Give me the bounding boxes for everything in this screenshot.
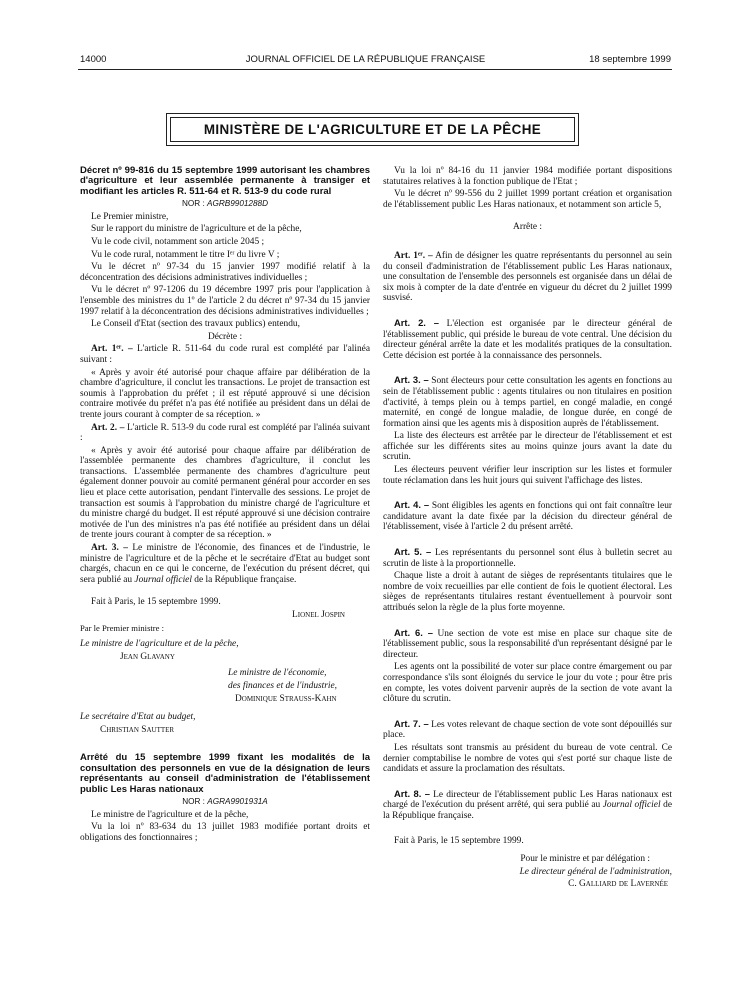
secretary-title: Le secrétaire d'Etat au budget, xyxy=(80,712,196,723)
minister-eco-title-1: Le ministre de l'économie, xyxy=(228,668,327,679)
decret-article-1-quote: « Après y avoir été autorisé pour chaque affaire par délibération de la chambre d'agriculture, il conclut les transactions. Le projet de transaction est soumis à l'approbation du préfet ; il est réputé approuvé si une décision contraire motivée du préfet n'a pas été notifiée au président dans un délai de trente jours courant à compter de sa réception. » xyxy=(80,367,370,420)
minister-eco-name: Dominique Strauss-Kahn xyxy=(235,693,337,704)
page-number: 14000 xyxy=(80,54,107,65)
decret-visa: Vu le code civil, notamment son article 2045 ; xyxy=(91,237,265,247)
arrete-article-1: Art. 1ᵉʳ. – Afin de désigner les quatre représentants du personnel au sein du conseil d'administration de l'établissement public Les Haras nationaux, une consultation de l'ensemble des personnels est organisée dans un délai de six mois à compter de la date d'entrée en vigueur du décret du 2 juillet 1999 susvisé. xyxy=(383,250,672,304)
decret-title: Décret nº 99-816 du 15 septembre 1999 autorisant les chambres d'agriculture et leur assemblée permanente à transiger et modifiant les articles R. 511-64 et R. 513-9 du code rural xyxy=(80,165,370,197)
arrete-title: Arrêté du 15 septembre 1999 fixant les modalités de la consultation des personnels en vue de la désignation de leurs représentants au conseil d'administration de l'établissement public Les Haras nationaux xyxy=(80,752,370,795)
issue-date: 18 septembre 1999 xyxy=(589,54,671,65)
decret-article-1: Art. 1ᵉʳ. – L'article R. 511-64 du code rural est complété par l'alinéa suivant : xyxy=(80,344,370,365)
ministry-section-title: MINISTÈRE DE L'AGRICULTURE ET DE LA PÊCHE xyxy=(170,117,575,142)
journal-title: JOURNAL OFFICIEL DE LA RÉPUBLIQUE FRANÇAISE xyxy=(245,54,486,65)
left-column xyxy=(80,166,370,845)
secretary-name: Christian Sautter xyxy=(100,724,175,735)
par-premier-ministre: Par le Premier ministre : xyxy=(80,622,165,633)
decret-visa: Vu le code rural, notamment le titre Iᵉʳ du livre V ; xyxy=(91,249,280,260)
header-rule xyxy=(78,69,672,70)
arrete-article-3-p2: La liste des électeurs est arrêtée par le directeur de l'établissement et est affichée sur les différents sites au moins quinze jours avant la date du scrutin. xyxy=(383,431,672,463)
arrete-visa: Vu la loi nº 83-634 du 13 juillet 1983 modifiée portant droits et obligations des fonctionnaires ; xyxy=(80,822,370,843)
arrete-article-5-p2: Chaque liste a droit à autant de sièges de représentants titulaires que le nombre de voix recueillies par elle contient de fois le quotient électoral. Les sièges de représentants titulaires restant éventuellement à pourvoir sont attribués selon la règle de la plus forte moyenne. xyxy=(383,571,672,613)
arrete-article-3-p3: Les électeurs peuvent vérifier leur inscription sur les listes et formuler toute réclamation dans les huit jours qui suivent l'affichage des listes. xyxy=(383,465,672,486)
decret-article-2: Art. 2. – L'article R. 513-9 du code rural est complété par l'alinéa suivant : xyxy=(80,422,371,444)
decret-visa: Le Premier ministre, xyxy=(91,211,169,222)
decret-visa: Sur le rapport du ministre de l'agriculture et de la pêche, xyxy=(91,224,302,235)
arrete-article-4: Art. 4. – Sont éligibles les agents en fonctions qui ont fait connaître leur candidature avant la date fixée par la décision du directeur général de l'établissement, visée à l'article 2 du présent arrêté. xyxy=(383,499,673,533)
arrete-visa: Vu la loi nº 84-16 du 11 janvier 1984 modifiée portant dispositions statutaires relatives à la fonction publique de l'Etat ; xyxy=(383,166,672,187)
arrete-signer-title: Le directeur général de l'administration, xyxy=(519,866,672,877)
decret-nor: NOR : AGRB9901288D xyxy=(181,199,269,209)
arrete-article-8: Art. 8. – Le directeur de l'établissement public Les Haras nationaux est chargé de l'exécution du présent arrêté, qui sera publié au Journal officiel de la République française. xyxy=(383,787,672,821)
arrete-signer-name: C. Galliard de Lavernée xyxy=(568,879,668,890)
decret-article-2-quote: « Après y avoir été autorisé pour chaque affaire par délibération de l'assemblée permanente des chambres d'agriculture, il conclut les transactions. L'assemblée permanente des chambres d'agriculture peut également donner pouvoir au comité permanent général pour accorder en ses lieu et place cette autorisation, pendant l'intervalle des sessions. Le projet de transaction est soumis à l'approbation du ministre chargé de l'agriculture et du ministre chargé du budget. Il est réputé approuvé si une décision contraire motivée de l'un des ministres n'a pas été notifiée au président dans un délai de trente jours courant à compter de sa réception. » xyxy=(80,445,370,541)
signer-prime-minister: Lionel Jospin xyxy=(292,610,345,620)
right-column xyxy=(383,166,672,892)
ministry-section-box xyxy=(166,113,579,146)
arrete-visa: Vu le décret nº 99-556 du 2 juillet 1999 portant création et organisation de l'établissement public Les Haras nationaux, et notamment son article 5, xyxy=(383,189,672,210)
decrete-heading: Décrète : xyxy=(207,331,243,342)
decret-article-3: Art. 3. – Le ministre de l'économie, des finances et de l'industrie, le ministre de l'agriculture et de la pêche et le secrétaire d'Etat au budget sont chargés, chacun en ce qui le concerne, de l'exécution du présent décret, qui sera publié au Journal officiel de la République française. xyxy=(80,543,370,585)
minister-agri-name: Jean Glavany xyxy=(120,651,175,662)
arrete-article-6-p2: Les agents ont la possibilité de voter sur place contre émargement ou par correspondance s'ils sont éloignés du service le jour du vote ; pour être pris en compte, les votes doivent parvenir auprès de la section de vote avant la clôture du scrutin. xyxy=(383,662,672,705)
arrete-nor: NOR : AGRA9901931A xyxy=(182,796,268,806)
arrete-article-5: Art. 5. – Les représentants du personnel sont élus à bulletin secret au scrutin de liste à la proportionnelle. xyxy=(383,546,673,569)
decret-visa: Vu le décret nº 97-1206 du 19 décembre 1997 pris pour l'application à l'ensemble des ministres du 1º de l'article 2 du décret nº 97-34 du 15 janvier 1997 relatif à la déconcentration des décisions administratives individuelles ; xyxy=(80,285,370,317)
arrete-fait: Fait à Paris, le 15 septembre 1999. xyxy=(394,835,524,846)
arrete-delegation: Pour le ministre et par délégation : xyxy=(520,854,650,865)
decret-fait: Fait à Paris, le 15 septembre 1999. xyxy=(91,597,221,608)
decret-visa: Vu le décret nº 97-34 du 15 janvier 1997 modifié relatif à la déconcentration des décisions administratives individuelles ; xyxy=(80,262,370,283)
arrete-article-7-p2: Les résultats sont transmis au président du bureau de vote central. Ce dernier comptabilise le nombre de votes qui s'est porté sur chaque liste de candidats et assure la proclamation des résultats. xyxy=(383,742,672,775)
arrete-article-6: Art. 6. – Une section de vote est mise en place sur chaque site de l'établissement public, sous la responsabilité d'un représentant désigné par le directeur. xyxy=(383,626,673,660)
arrete-article-2: Art. 2. – L'élection est organisée par le directeur général de l'établissement public, qui préside le bureau de vote central. Une décision du directeur général arrête la date et les modalités pratiques de la consultation. Cette décision est portée à la connaissance des personnels. xyxy=(383,316,672,361)
arrete-heading: Arrête : xyxy=(513,222,542,233)
minister-eco-title-2: des finances et de l'industrie, xyxy=(228,680,338,691)
arrete-article-7: Art. 7. – Les votes relevant de chaque section de vote sont dépouillés sur place. xyxy=(383,717,673,741)
decret-visa: Le Conseil d'Etat (section des travaux publics) entendu, xyxy=(91,319,300,330)
minister-agri-title: Le ministre de l'agriculture et de la pêche, xyxy=(80,639,239,650)
arrete-article-3: Art. 3. – Sont électeurs pour cette consultation les agents en fonctions au sein de l'établissement public : agents titulaires ou non titulaires en position d'activité, à temps plein ou à temps partiel, en congé maladie, en congé maternité, en congé de longue maladie, de longue durée, en congé de formation ainsi que les agents mis à disposition auprès de l'établissement. xyxy=(383,374,673,429)
arrete-visa: Le ministre de l'agriculture et de la pêche, xyxy=(91,809,249,820)
